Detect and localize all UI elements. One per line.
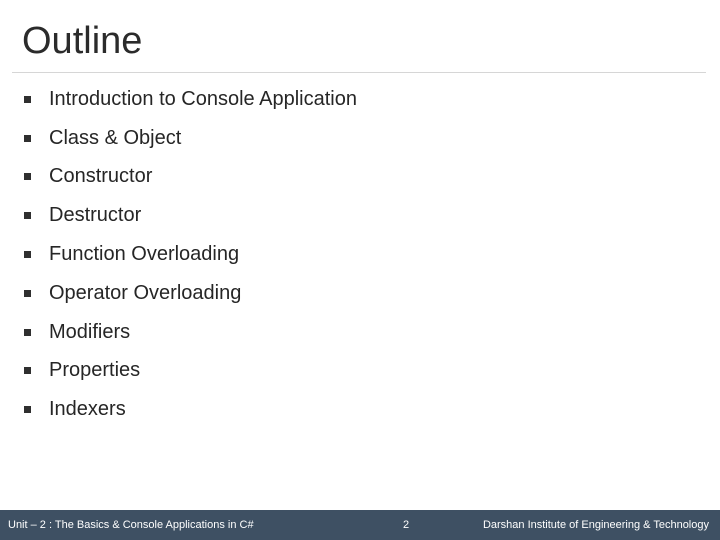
list-item-label: Function Overloading <box>49 243 240 266</box>
list-item-label: Destructor <box>49 204 142 227</box>
list-item <box>22 313 357 352</box>
footer-page-number: 2 <box>403 519 410 531</box>
list-item <box>22 235 357 274</box>
list-item-label: Modifiers <box>49 320 131 343</box>
footer-unit-title: Unit – 2 : The Basics & Console Applications in C# <box>8 519 254 531</box>
list-item-label: Properties <box>49 359 141 382</box>
square-bullet-icon <box>24 212 31 219</box>
square-bullet-icon <box>24 290 31 297</box>
square-bullet-icon <box>24 367 31 374</box>
square-bullet-icon <box>24 135 31 142</box>
square-bullet-icon <box>24 173 31 180</box>
list-item <box>22 119 357 158</box>
list-item-label: Introduction to Console Application <box>49 87 357 110</box>
list-item <box>22 158 357 197</box>
list-item-label: Class & Object <box>49 126 182 149</box>
square-bullet-icon <box>24 251 31 258</box>
outline-list <box>22 80 357 429</box>
list-item-label: Constructor <box>49 165 153 188</box>
footer-bar <box>0 510 720 540</box>
square-bullet-icon <box>24 329 31 336</box>
list-item <box>22 274 357 313</box>
list-item <box>22 80 357 119</box>
title-divider <box>12 72 706 73</box>
list-item <box>22 352 357 391</box>
slide-title: Outline <box>22 20 143 62</box>
square-bullet-icon <box>24 406 31 413</box>
list-item-label: Operator Overloading <box>49 281 242 304</box>
list-item-label: Indexers <box>49 398 126 421</box>
list-item <box>22 196 357 235</box>
square-bullet-icon <box>24 96 31 103</box>
list-item <box>22 390 357 429</box>
footer-institute-name: Darshan Institute of Engineering & Technology <box>482 519 709 531</box>
